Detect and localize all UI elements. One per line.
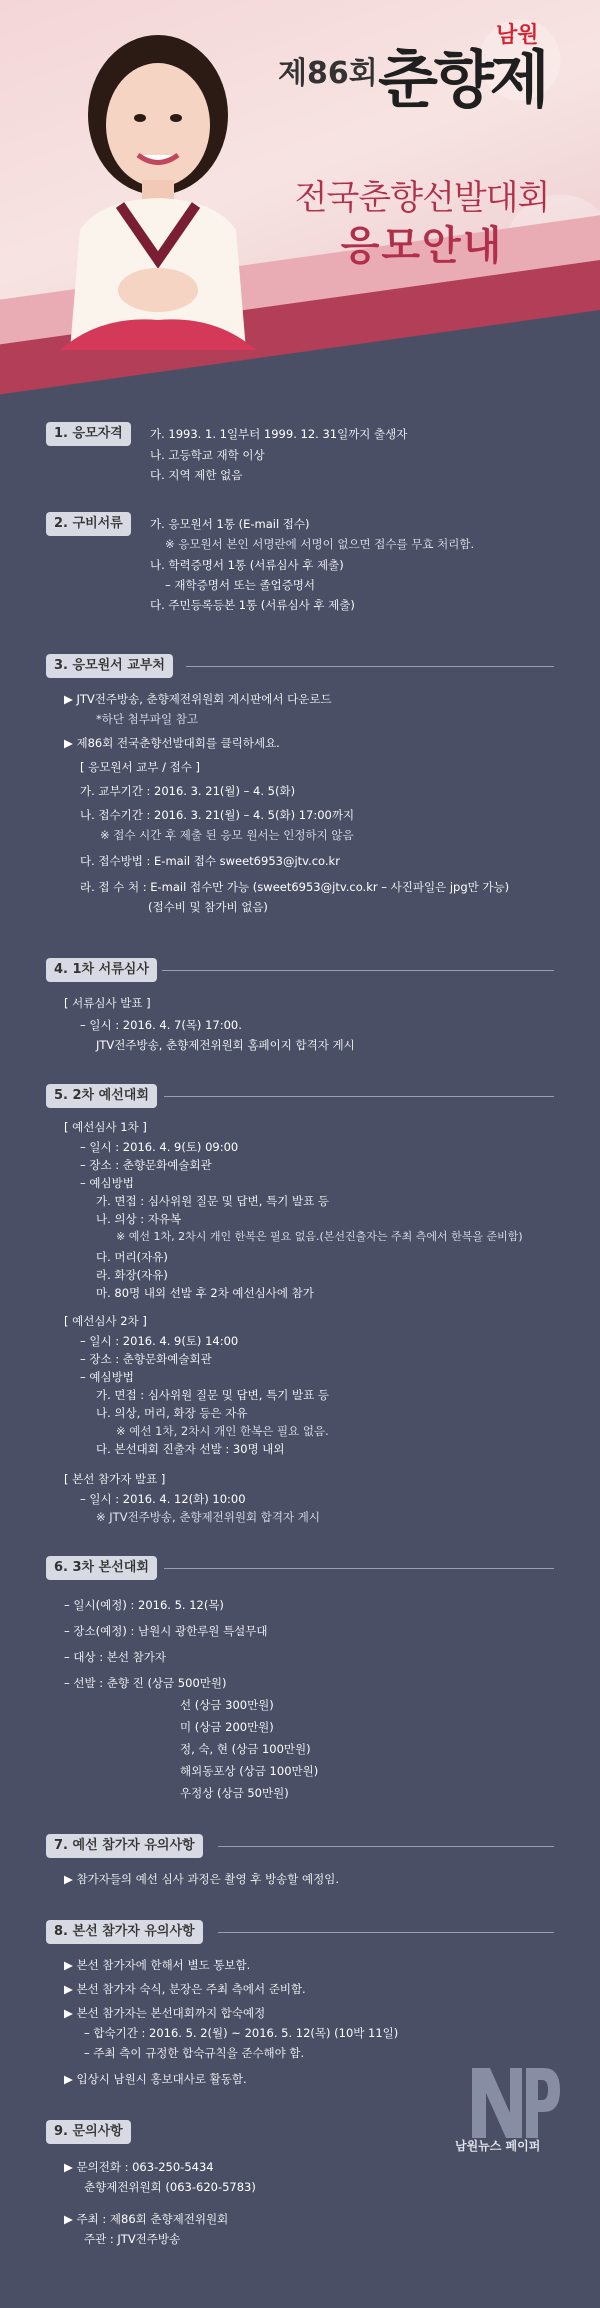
- list-item: ▶ 참가자들의 예선 심사 과정은 촬영 후 방송할 예정임.: [64, 1872, 340, 1886]
- list-item: [ 예선심사 2차 ]: [64, 1314, 147, 1328]
- section-title: 3. 응모원서 교부처: [46, 654, 173, 678]
- section-title: 5. 2차 예선대회: [46, 1084, 157, 1108]
- list-item: – 일시 : 2016. 4. 9(토) 09:00: [80, 1140, 239, 1154]
- list-item: – 일시 : 2016. 4. 7(목) 17:00.: [80, 1018, 242, 1032]
- list-item: 가. 면접 : 심사위원 질문 및 답변, 특기 발표 등: [96, 1388, 329, 1402]
- list-item: – 선발 : 춘향 진 (상금 500만원): [64, 1676, 227, 1690]
- model-illustration: [40, 20, 290, 350]
- list-item: ▶ 주최 : 제86회 춘향제전위원회: [64, 2212, 229, 2226]
- list-item: ▶ 본선 참가자 숙식, 분장은 주최 측에서 준비함.: [64, 1982, 306, 1996]
- section-divider: [218, 1932, 554, 1933]
- list-item: – 일시(예정) : 2016. 5. 12(목): [64, 1598, 224, 1612]
- list-item: 라. 화장(자유): [96, 1268, 168, 1282]
- list-item: 나. 의상, 머리, 화장 등은 자유: [96, 1406, 248, 1420]
- newspaper-logo-text: 남원뉴스 페이퍼: [455, 2139, 541, 2153]
- list-item: – 일시 : 2016. 4. 12(화) 10:00: [80, 1492, 246, 1506]
- section-1-header: [46, 422, 131, 446]
- list-item: 주관 : JTV전주방송: [84, 2232, 181, 2246]
- section-divider: [218, 1846, 554, 1847]
- list-item: ※ JTV전주방송, 춘향제전위원회 합격자 게시: [96, 1510, 320, 1524]
- list-item: *하단 첨부파일 참고: [96, 712, 198, 726]
- list-item: 다. 주민등록등본 1통 (서류심사 후 제출): [150, 598, 355, 612]
- guide-title: 응모안내: [340, 223, 504, 269]
- list-item: 마. 80명 내외 선발 후 2차 예선심사에 참가: [96, 1286, 314, 1300]
- list-item: 미 (상금 200만원): [180, 1720, 274, 1734]
- list-item: [ 예선심사 1차 ]: [64, 1120, 147, 1134]
- list-item: ※ 응모원서 본인 서명란에 서명이 없으면 접수를 무효 처리함.: [165, 537, 475, 551]
- list-item: – 대상 : 본선 참가자: [64, 1650, 167, 1664]
- section-title: 9. 문의사항: [46, 2120, 131, 2144]
- list-item: JTV전주방송, 춘향제전위원회 홈페이지 합격자 게시: [96, 1038, 355, 1052]
- list-item: ▶ 본선 참가자에 한해서 별도 통보함.: [64, 1958, 251, 1972]
- section-title: 7. 예선 참가자 유의사항: [46, 1834, 203, 1858]
- section-7-header: [46, 1834, 203, 1858]
- list-item: 춘향제전위원회 (063-620-5783): [84, 2180, 256, 2194]
- list-item: ※ 예선 1차, 2차시 개인 한복은 필요 없음.: [116, 1424, 329, 1438]
- section-4-header: [46, 958, 157, 982]
- list-item: – 주최 측이 규정한 합숙규칙을 준수해야 함.: [84, 2046, 305, 2060]
- section-3-header: [46, 654, 173, 678]
- list-item: 다. 본선대회 진출자 선발 : 30명 내외: [96, 1442, 285, 1456]
- list-item: 라. 접 수 처 : E-mail 접수만 가능 (sweet6953@jtv.co.kr – 사진파일은 jpg만 가능): [80, 880, 510, 894]
- list-item: ※ 예선 1차, 2차시 개인 한복은 필요 없음.(본선진출자는 주최 측에서 한복을 준비함): [116, 1230, 523, 1243]
- list-item: – 장소 : 춘향문화예술회관: [80, 1158, 212, 1172]
- contest-title: 전국춘향선발대회: [294, 178, 550, 218]
- section-6-header: [46, 1556, 157, 1580]
- section-title: 6. 3차 본선대회: [46, 1556, 157, 1580]
- list-item: – 예심방법: [80, 1370, 134, 1384]
- list-item: 우정상 (상금 50만원): [180, 1786, 289, 1800]
- list-item: 다. 머리(자유): [96, 1250, 168, 1264]
- list-item: 가. 면접 : 심사위원 질문 및 답변, 특기 발표 등: [96, 1194, 329, 1208]
- list-item: 나. 의상 : 자유복: [96, 1212, 182, 1226]
- list-item: 가. 교부기간 : 2016. 3. 21(월) – 4. 5(화): [80, 784, 296, 798]
- list-item: ▶ 본선 참가자는 본선대회까지 합숙예정: [64, 2006, 266, 2020]
- list-item: ※ 접수 시간 후 제출 된 응모 원서는 인정하지 않음: [100, 828, 354, 842]
- section-title: 1. 응모자격: [46, 422, 131, 446]
- edition-label: 제86회: [278, 56, 378, 91]
- list-item: 다. 지역 제한 없음: [150, 468, 243, 482]
- header-banner: [0, 0, 600, 400]
- section-divider: [162, 970, 554, 971]
- list-item: 가. 응모원서 1통 (E-mail 접수): [150, 517, 310, 531]
- list-item: – 장소 : 춘향문화예술회관: [80, 1352, 212, 1366]
- list-item: 정, 숙, 현 (상금 100만원): [180, 1742, 311, 1756]
- list-item: – 예심방법: [80, 1176, 134, 1190]
- section-5-header: [46, 1084, 157, 1108]
- list-item: – 일시 : 2016. 4. 9(토) 14:00: [80, 1334, 239, 1348]
- list-item: – 재학증명서 또는 졸업증명서: [165, 578, 316, 592]
- section-2-header: [46, 512, 131, 536]
- list-item: ▶ 제86회 전국춘향선발대회를 클릭하세요.: [64, 736, 280, 750]
- section-divider: [186, 666, 554, 667]
- list-item: [ 서류심사 발표 ]: [64, 996, 151, 1010]
- list-item: – 장소(예정) : 남원시 광한루원 특설무대: [64, 1624, 268, 1638]
- festival-title: 춘향제: [378, 43, 546, 116]
- newspaper-logo-icon: [462, 2058, 562, 2148]
- list-item: ▶ 입상시 남원시 홍보대사로 활동함.: [64, 2072, 247, 2086]
- list-item: 나. 접수기간 : 2016. 3. 21(월) – 4. 5(화) 17:00까지: [80, 808, 355, 822]
- list-item: ▶ JTV전주방송, 춘향제전위원회 게시판에서 다운로드: [64, 692, 332, 706]
- list-item: 해외동포상 (상금 100만원): [180, 1764, 319, 1778]
- section-8-header: [46, 1920, 203, 1944]
- section-9-header: [46, 2120, 131, 2144]
- list-item: 선 (상금 300만원): [180, 1698, 274, 1712]
- section-divider: [164, 1096, 554, 1097]
- list-item: (접수비 및 참가비 없음): [148, 900, 268, 914]
- list-item: [ 응모원서 교부 / 접수 ]: [80, 760, 200, 774]
- section-title: 2. 구비서류: [46, 512, 131, 536]
- section-title: 8. 본선 참가자 유의사항: [46, 1920, 203, 1944]
- festival-prefix: 남원: [496, 22, 539, 48]
- section-title: 4. 1차 서류심사: [46, 958, 157, 982]
- list-item: ▶ 문의전화 : 063-250-5434: [64, 2160, 214, 2174]
- list-item: 가. 1993. 1. 1일부터 1999. 12. 31일까지 출생자: [150, 427, 408, 441]
- list-item: 나. 고등학교 재학 이상: [150, 448, 265, 462]
- list-item: 나. 학력증명서 1통 (서류심사 후 제출): [150, 558, 344, 572]
- list-item: [ 본선 참가자 발표 ]: [64, 1472, 166, 1486]
- list-item: – 합숙기간 : 2016. 5. 2(월) ~ 2016. 5. 12(목) (10박 11일): [84, 2026, 399, 2040]
- list-item: 다. 접수방법 : E-mail 접수 sweet6953@jtv.co.kr: [80, 854, 340, 868]
- section-divider: [164, 1568, 554, 1569]
